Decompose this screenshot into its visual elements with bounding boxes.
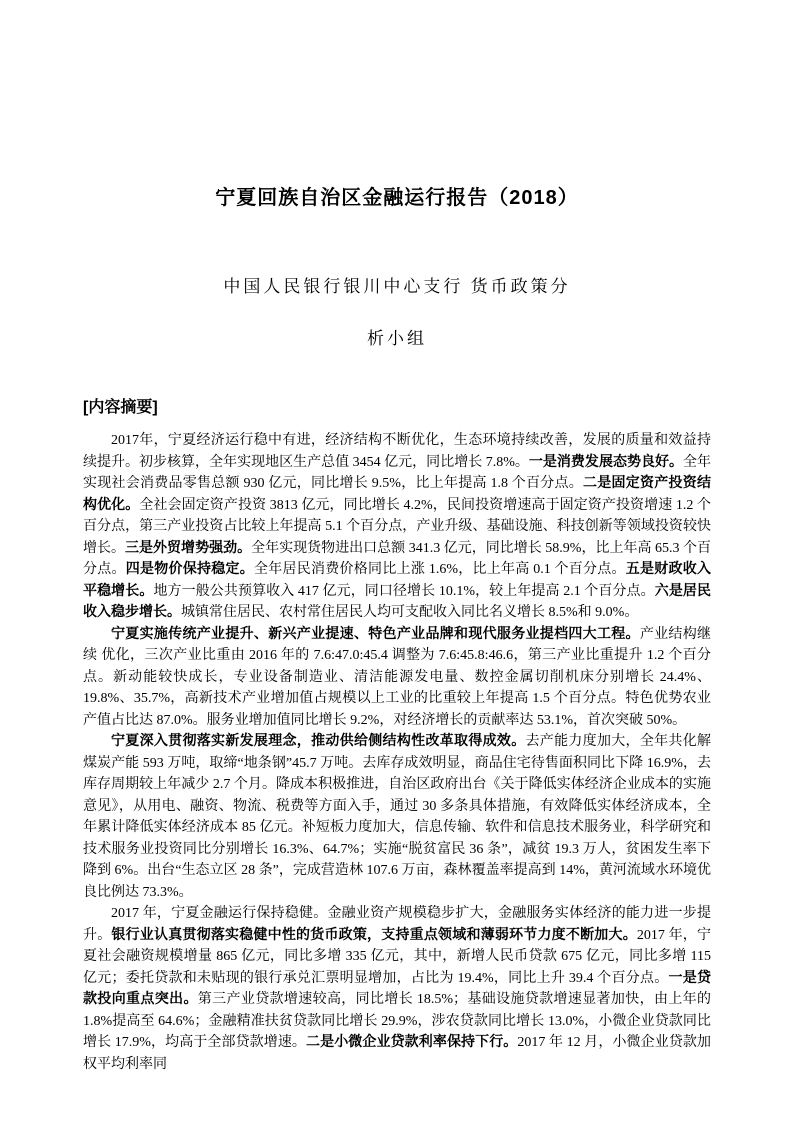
body-text: 全年居民消费价格同比上涨 1.6%，比上年高 0.1 个百分点。: [254, 562, 626, 577]
body-text: 全年实现货物进出口总额 341.3 亿元，同比增长 58.9%，比上年高 65.3 个百分点。: [83, 540, 712, 577]
abstract-body: [83, 430, 711, 1075]
emphasis-text: 五是财政收入平稳增长。: [83, 562, 712, 599]
body-text: 全年实现社会消费品零售总额 930 亿元，同比增长 9.5%，比上年提高 1.8 个百分点。: [83, 454, 712, 491]
abstract-paragraph: [83, 430, 711, 624]
body-text: 地方一般公共预算收入 417 亿元，同口径增长 10.1%，较上年提高 2.1 个百分点。: [153, 583, 655, 599]
abstract-heading: [内容摘要]: [83, 399, 158, 416]
emphasis-text: 三是外贸增势强劲。: [125, 540, 252, 556]
body-text: 去产能力度加大，全年共化解煤炭产能 593 万吨，取缔“地条钢”45.7 万吨。去库存成效明显，商品住宅待售面积同比下降 16.9%，去库存周期较上年减少 2.7 个月。降成本积极推进，自治区政府出台《关于降低实体经济企业成本的实施意见》，从用电、融资、物流、税费等方面入手，通过 30 多条具体措施，有效降低实体经济成本，全年累计降低实体经济成本 85 亿元。补短板力度加大，信息传输、软件和信息技术服务业，科学研究和技术服务业投资同比分别增长 16.3%、64.7%；实施“脱贫富民 36 条”，减贫 19.3 万人，贫困发生率下降到 6%。出台“生态立区 28 条”，完成营造林 107.6 万亩，森林覆盖率提高到 14%，黄河流域水环境优良比例达 73.3%。: [83, 734, 712, 900]
body-text: 2017 年 12 月，小微企业贷款加权平均利率同: [83, 1035, 711, 1072]
emphasis-text: 四是物价保持稳定。: [125, 562, 255, 577]
abstract-paragraph: [83, 624, 711, 732]
emphasis-text: 宁夏深入贯彻落实新发展理念，推动供给侧结构性改革取得成效。: [111, 734, 526, 749]
document-title: 宁夏回族自治区金融运行报告（2018）: [215, 187, 579, 209]
body-text: 2017 年，宁夏金融运行保持稳健。金融业资产规模稳步扩大，金融服务实体经济的能力进一步提升。: [83, 906, 711, 943]
body-text: 第三产业贷款增速较高，同比增长 18.5%；基础设施贷款增速显著加快，由上年的 1.8%提高至 64.6%；金融精准扶贫贷款同比增长 29.9%，涉农贷款同比增长 13.0%，小微企业贷款同比增长 17.9%，均高于全部贷款增速。: [83, 992, 711, 1050]
emphasis-text: 一是消费发展态势良好。: [528, 454, 683, 470]
abstract-paragraph: [83, 903, 711, 1075]
document-author: [83, 261, 711, 365]
body-text: 产业结构继续 优化，三次产业比重由 2016 年的 7.6:47.0:45.4 调整为 7.6:45.8:46.6，第三产业比重提升 1.2 个百分点。新动能较快成长，专业设备制造业、清洁能源发电量、数控金属切削机床分别增长 24.4%、19.8%、35.7%，高新技术产业增加值占规模以上工业的比重较上年提高 1.5 个百分点。特色优势农业产值占比达 87.0%。服务业增加值同比增长 9.2%，对经济增长的贡献率达 53.1%，首次突破 50%。: [83, 626, 711, 728]
body-text: 城镇常住居民、农村常住居民人均可支配收入同比名义增长 8.5%和 9.0%。: [181, 605, 639, 620]
emphasis-text: 二是小微企业贷款利率保持下行。: [306, 1035, 518, 1050]
emphasis-text: 二是固定资产投资结构优化。: [83, 476, 711, 513]
emphasis-text: 一是贷款投向重点突出。: [83, 970, 711, 1007]
body-text: 2017 年，宁夏社会融资规模增量 865 亿元，同比多增 335 亿元，其中，新增人民币贷款 675 亿元，同比多增 115 亿元；委托贷款和未贴现的银行承兑汇票明显增加，占比为 19.4%，同比上升 39.4 个百分点。: [83, 927, 712, 986]
emphasis-text: 银行业认真贯彻落实稳健中性的货币政策，支持重点领域和薄弱环节力度不断加大。: [111, 927, 637, 943]
author-line-1: 中国人民银行银川中心支行 货币政策分: [223, 277, 571, 296]
emphasis-text: 六是居民收入稳步增长。: [83, 583, 712, 620]
abstract-paragraph: [83, 731, 711, 903]
body-text: 2017年，宁夏经济运行稳中有进，经济结构不断优化，生态环境持续改善，发展的质量和效益持续提升。初步核算，全年实现地区生产总值 3454 亿元，同比增长 7.8%。: [83, 433, 711, 470]
author-line-2: 析小组: [367, 329, 427, 348]
emphasis-text: 宁夏实施传统产业提升、新兴产业提速、特色产业品牌和现代服务业提档四大工程。: [111, 626, 640, 642]
body-text: 全社会固定资产投资 3813 亿元，同比增长 4.2%，民间投资增速高于固定资产投资增速 1.2 个百分点，第三产业投资占比较上年提高 5.1 个百分点，产业升级、基础设施、科技创新等领域投资较快增长。: [83, 497, 711, 556]
